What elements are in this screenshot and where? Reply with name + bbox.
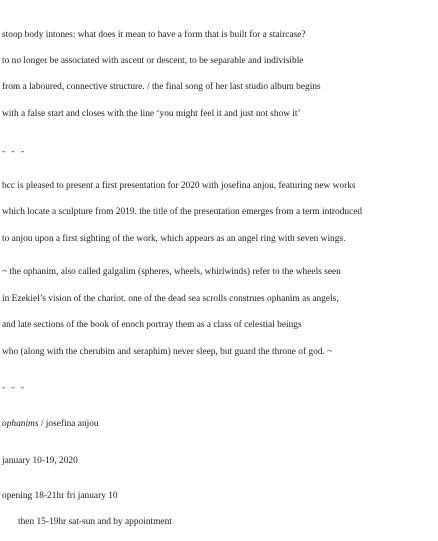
ophanim-line-3: and late sections of the book of enoch portray them as a class of celestial beings: [2, 320, 302, 330]
opening-hours: then 15-19hr sat-sun and by appointment: [18, 517, 172, 527]
section-separator: - - -: [2, 383, 27, 393]
intro-line-3: from a laboured, connective structure. / the final song of her last studio album begins: [2, 82, 321, 92]
exhibition-title-line: [2, 418, 99, 430]
artist-name: / josefina anjou: [38, 419, 99, 429]
opening-info: opening 18-21hr fri january 10: [2, 491, 118, 501]
exhibition-title: ophanims: [2, 419, 39, 429]
intro-line-1: stoop body intones: what does it mean to have a form that is built for a staircase?: [2, 30, 306, 40]
presentation-line-2: which locate a sculpture from 2019. the title of the presentation emerges from a term introduced: [2, 207, 363, 217]
ophanim-line-4: who (along with the cherubim and seraphim) never sleep, but guard the throne of god. ~: [2, 347, 333, 357]
presentation-line-1: bcc is pleased to present a first presentation for 2020 with josefina anjou, featuring new works: [2, 181, 356, 191]
exhibition-dates: january 10-19, 2020: [2, 456, 78, 466]
ophanim-line-1: ~ the ophanim, also called galgalim (spheres, wheels, whirlwinds) refer to the wheels seen: [2, 267, 341, 277]
intro-line-2: to no longer be associated with ascent or descent, to be separable and indivisible: [2, 56, 304, 66]
presentation-line-3: to anjou upon a first sighting of the work, which appears as an angel ring with seven wings.: [2, 234, 346, 244]
ophanim-line-2: in Ezekiel’s vision of the chariot. one of the dead sea scrolls construes ophanim as angels,: [2, 294, 339, 304]
intro-line-4: with a false start and closes with the line ‘you might feel it and just not show it’: [2, 109, 301, 119]
section-separator: - - -: [2, 147, 27, 157]
